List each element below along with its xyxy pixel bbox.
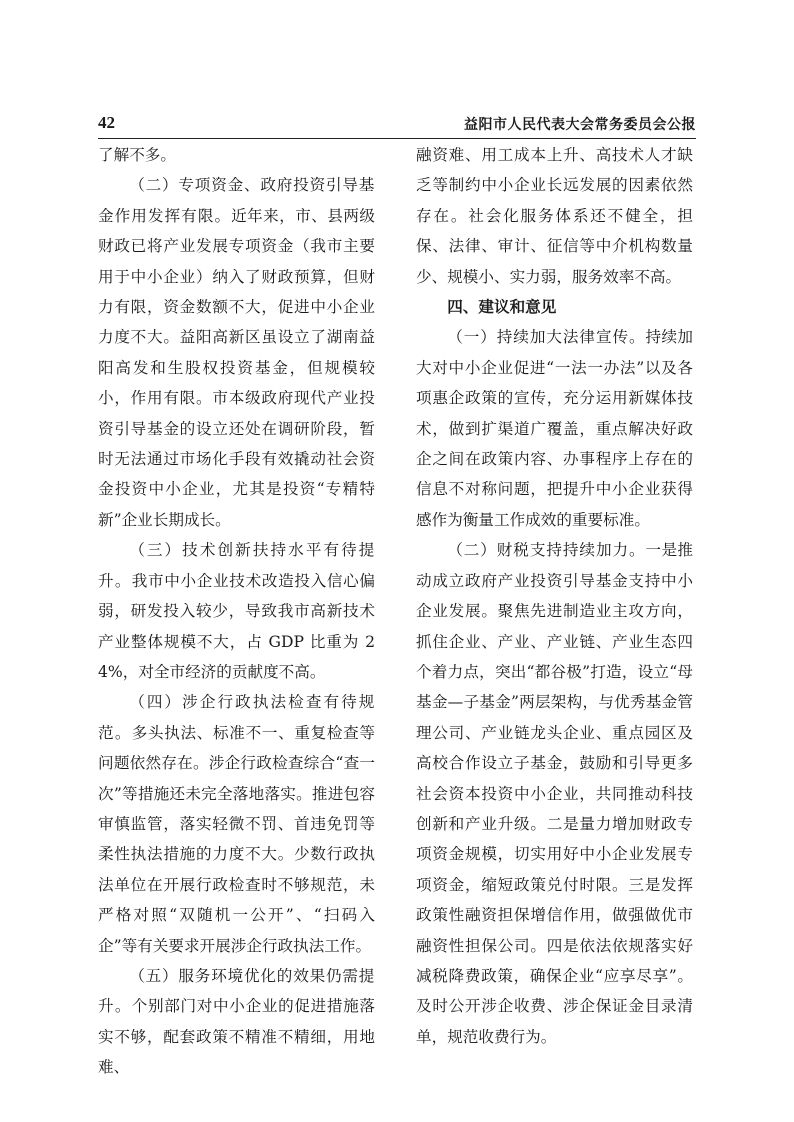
paragraph-lead: （四）涉企行政执法检查有待规范。: [98, 693, 375, 742]
paragraph-lead: （二）财税支持持续加力。: [447, 541, 646, 560]
paragraph-body: 多头执法、标准不一、重复检查等问题依然存在。涉企行政检查综合“查一次”等措施还未完全落地落实。推进包容审慎监管，落实轻微不罚、首违免罚等柔性执法措施的力度不大。少数行政执法单位在开展行政检查时不够规范，未严格对照“双随机一公开”、“扫码入企”等有关要求开展涉企行政执法工作。: [98, 723, 375, 955]
paragraph-body: 我市中小企业技术改造投入信心偏弱，研发投入较少，导致我市高新技术产业整体规模不大，占 GDP 比重为 24%，对全市经济的贡献度不高。: [98, 571, 375, 681]
journal-title: 益阳市人民代表大会常务委员会公报: [464, 117, 696, 133]
paragraph: [416, 322, 693, 535]
right-column: [416, 140, 693, 1052]
paragraph-body: 个别部门对中小企业的促进措施落实不够，配套政策不精准不精细，用地难、: [98, 997, 375, 1077]
paragraph-body: 一是推动成立政府产业投资引导基金支持中小企业发展。聚焦先进制造业主攻方向，抓住企业、产业、产业链、产业生态四个着力点，突出“都谷极”打造，设立“母基金—子基金”两层架构，与优秀基金管理公司、产业链龙头企业、重点园区及高校合作设立子基金，鼓励和引导更多社会资本投资中小企业，共同推动科技创新和产业升级。二是量力增加财政专项资金规模，切实用好中小企业发展专项资金，缩短政策兑付时限。三是发挥政策性融资担保增信作用，做强做优市融资性担保公司。四是依法依规落实好减税降费政策，确保企业“应享尽享”。及时公开涉企收费、涉企保证金目录清单，规范收费行为。: [416, 541, 693, 1046]
paragraph-lead: （二）专项资金、政府投资引导基金作用发挥有限。: [98, 176, 375, 225]
paragraph: 融资难、用工成本上升、高技术人才缺乏等制约中小企业长远发展的因素依然存在。社会化服务体系还不健全，担保、法律、审计、征信等中介机构数量少、规模小、实力弱，服务效率不高。: [416, 146, 693, 286]
paragraph-lead: （一）持续加大法律宣传。: [447, 328, 646, 347]
paragraph: 了解不多。: [98, 146, 176, 164]
paragraph: [416, 535, 693, 1052]
paragraph: [98, 961, 375, 1083]
paragraph-body: 近年来，市、县两级财政已将产业发展专项资金（我市主要用于中小企业）纳入了财政预算，但财力有限，资金数额不大，促进中小企业力度不大。益阳高新区虽设立了湖南益阳高发和生股权投资基金，但规模较小，作用有限。市本级政府现代产业投资引导基金的设立还处在调研阶段，暂时无法通过市场化手段有效撬动社会资金投资中小企业，尤其是投资“专精特新”企业长期成长。: [98, 206, 375, 529]
section-heading: 四、建议和意见: [447, 298, 557, 317]
paragraph: [98, 535, 375, 687]
header-rule: [98, 138, 696, 139]
page-header: [98, 113, 696, 137]
paragraph-lead: （五）服务环境优化的效果仍需提升。: [98, 966, 375, 1016]
paragraph-lead: （三）技术创新扶持水平有待提升。: [98, 541, 375, 590]
paragraph: [98, 687, 375, 961]
paragraph-body: 持续加大对中小企业促进“一法一办法”以及各项惠企政策的宣传，充分运用新媒体技术，做到扩渠道广覆盖，重点解决好政企之间在政策内容、办事程序上存在的信息不对称问题，把提升中小企业获得感作为衡量工作成效的重要标准。: [416, 328, 693, 529]
left-column: [98, 140, 375, 1083]
paragraph: [98, 170, 375, 535]
page-number: 42: [98, 113, 115, 132]
